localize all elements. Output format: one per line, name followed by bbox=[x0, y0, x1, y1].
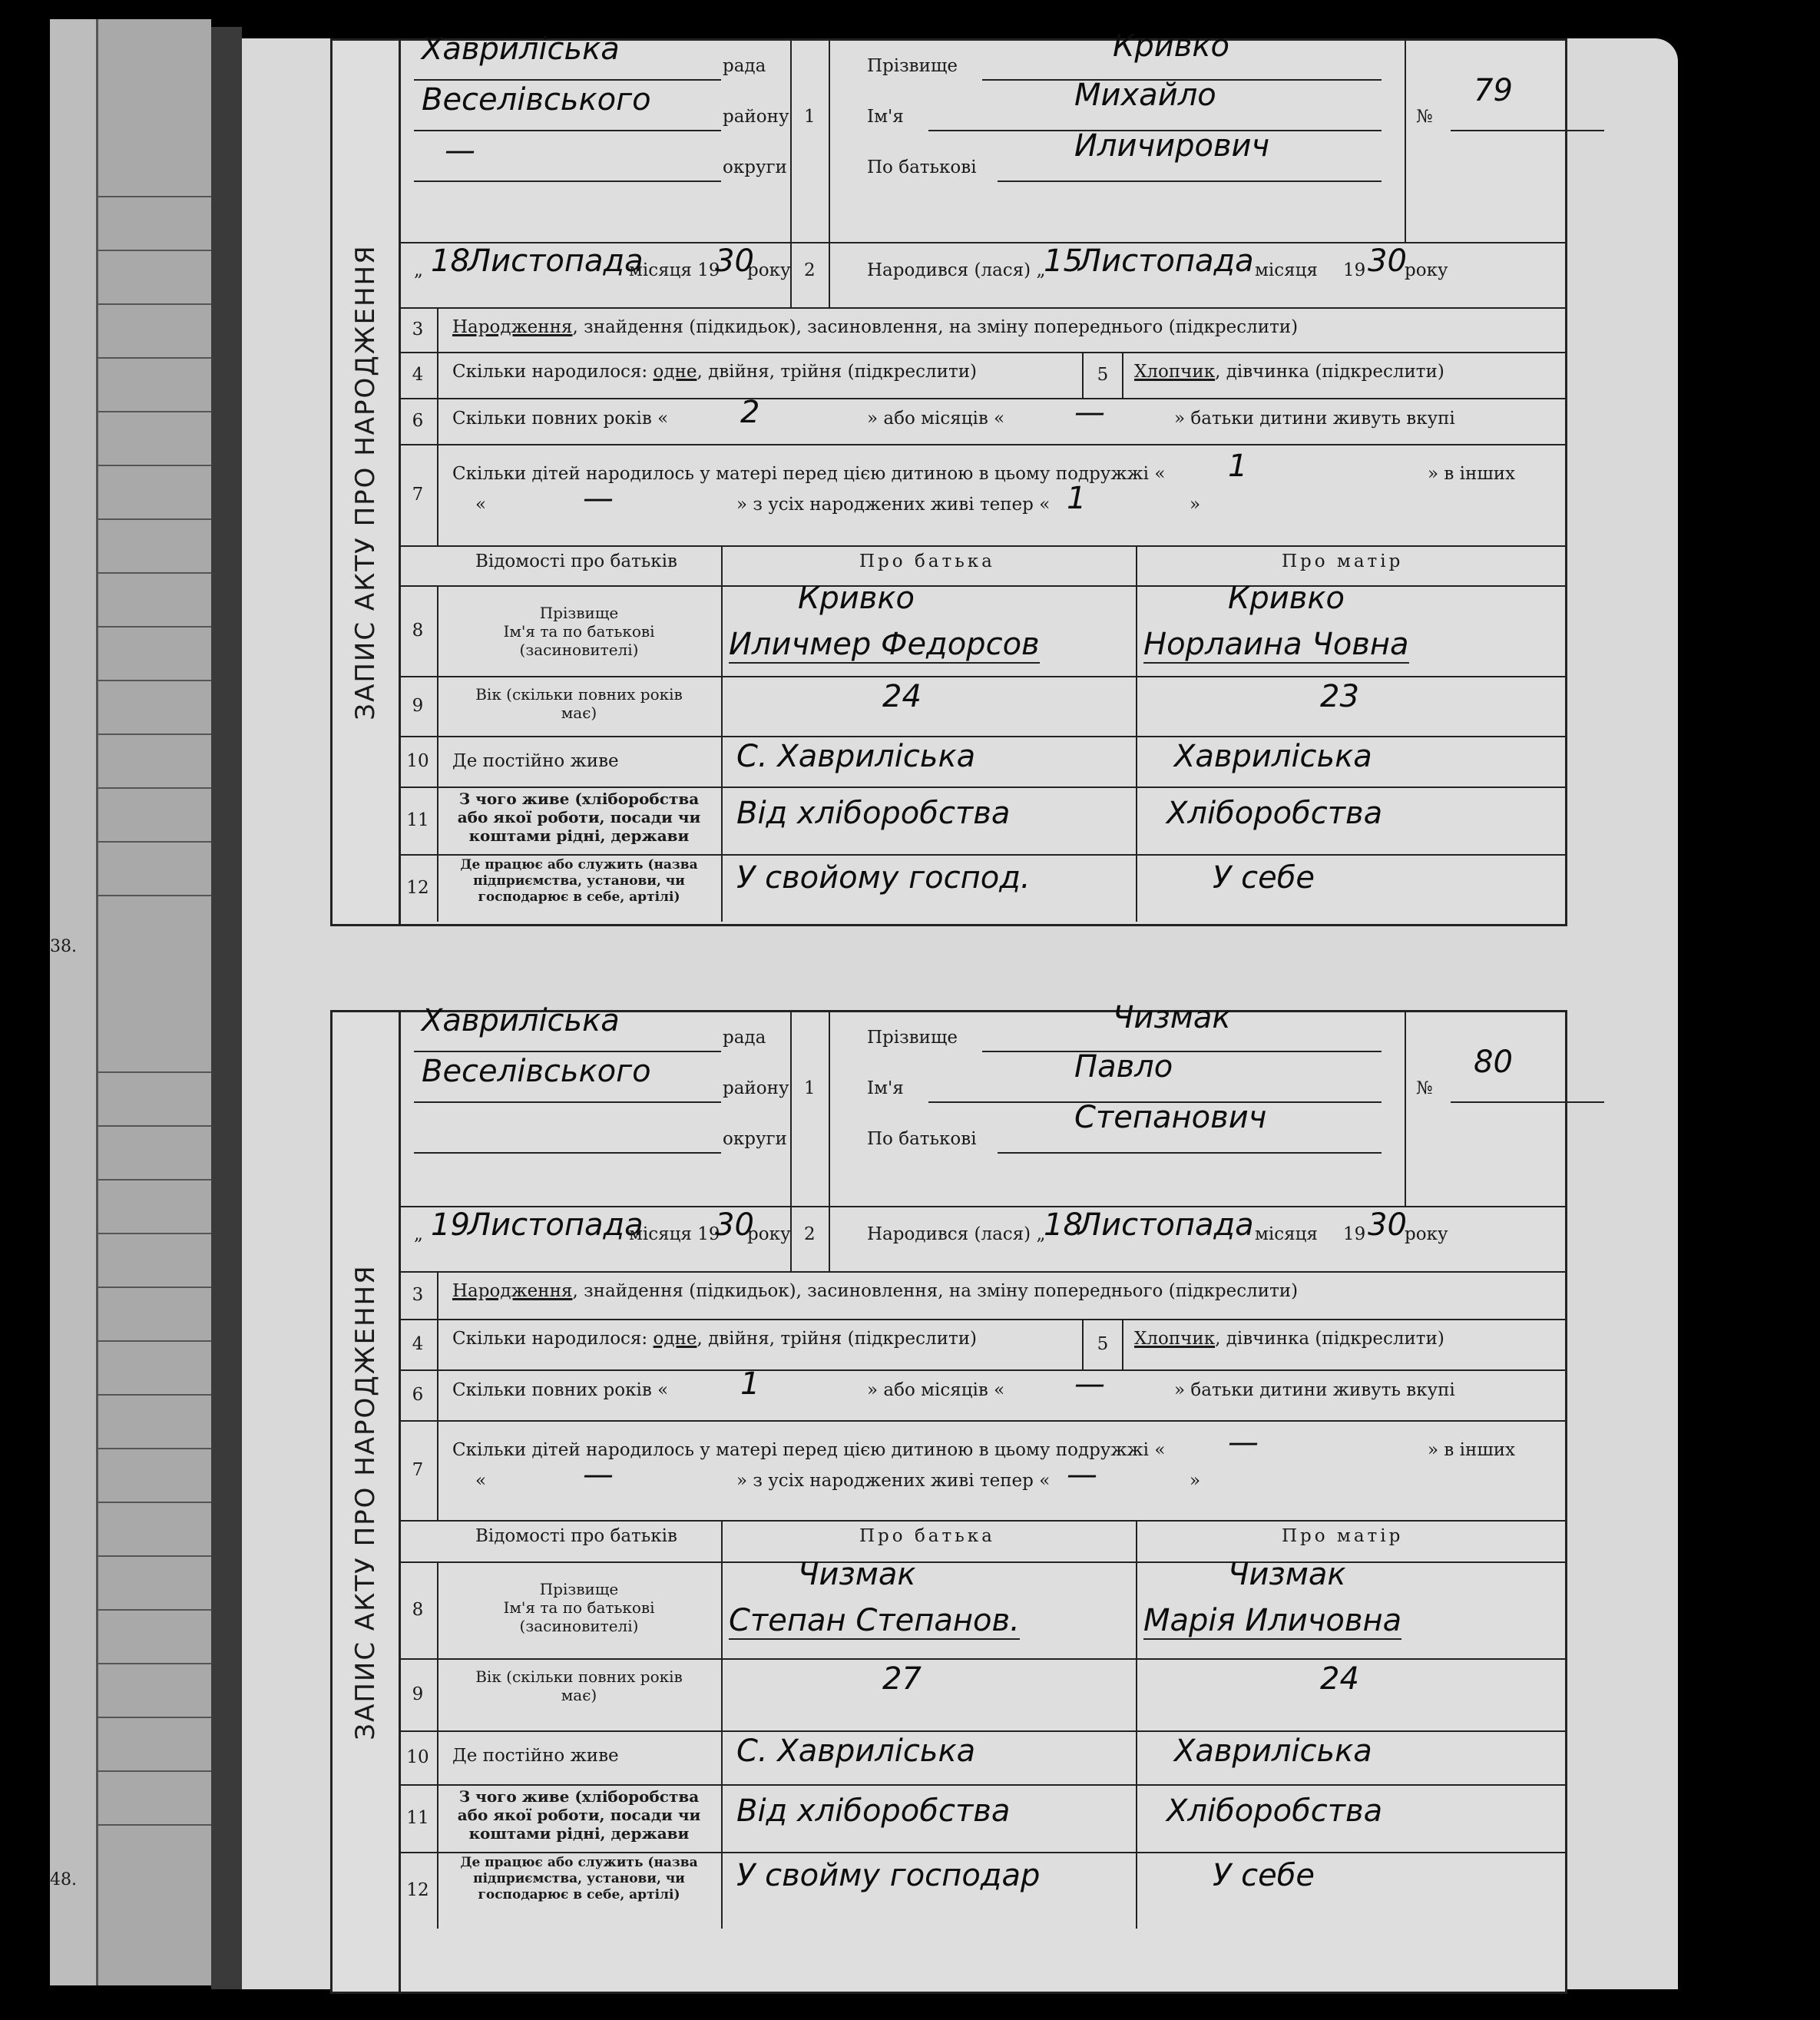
registration-year-handwritten: 30 bbox=[715, 1207, 754, 1243]
quote-open: « bbox=[475, 495, 487, 515]
column-rule bbox=[721, 676, 723, 736]
child-name-handwritten: Павло bbox=[1074, 1049, 1173, 1085]
alive-handwritten: 1 bbox=[1067, 481, 1087, 516]
birth-record-1 bbox=[330, 28, 1567, 926]
left-page-fragment bbox=[50, 19, 211, 1985]
prev-children-handwritten: 1 bbox=[1228, 449, 1248, 484]
header-block bbox=[399, 1000, 1565, 1207]
mother-income-handwritten: Хліборобства bbox=[1166, 796, 1383, 831]
number-line bbox=[1451, 130, 1604, 131]
district-line bbox=[414, 130, 721, 131]
rayon-label: району bbox=[723, 107, 789, 127]
ruling-line bbox=[96, 1071, 211, 1073]
ruling-line bbox=[96, 572, 211, 574]
ruling-line bbox=[96, 626, 211, 628]
column-rule bbox=[790, 41, 792, 242]
row-number: 3 bbox=[399, 307, 438, 352]
parent-income-label: З чого живе (хліборобства або якої роботи, посади чи коштами рідні, держави bbox=[457, 1787, 701, 1843]
surname-line bbox=[982, 1051, 1382, 1052]
ruling-line bbox=[96, 1824, 211, 1826]
child-patronymic-handwritten: Степанович bbox=[1074, 1100, 1267, 1135]
alive-label: » з усіх народжених живі тепер « bbox=[736, 1471, 1051, 1491]
column-rule bbox=[721, 545, 723, 585]
birth-day-handwritten: 15 bbox=[1044, 243, 1083, 279]
mother-header: Про матір bbox=[1282, 551, 1404, 571]
mother-age-handwritten: 24 bbox=[1320, 1661, 1359, 1697]
ruling-line bbox=[96, 1502, 211, 1503]
father-residence-handwritten: С. Хавриліська bbox=[736, 1734, 976, 1769]
patronymic-line bbox=[998, 180, 1382, 182]
quote-mark: „ bbox=[414, 260, 423, 280]
district-handwritten: Веселівського bbox=[422, 1054, 651, 1089]
child-patronymic-handwritten: Иличирович bbox=[1074, 128, 1270, 164]
column-rule bbox=[829, 1206, 830, 1271]
village-handwritten: Хавриліська bbox=[422, 1003, 620, 1038]
registration-year-handwritten: 30 bbox=[715, 243, 754, 279]
column-rule bbox=[721, 1561, 723, 1658]
parent-income-label: З чого живе (хліборобства або якої роботи, посади чи коштами рідні, держави bbox=[457, 790, 701, 845]
ruling-line bbox=[96, 357, 211, 359]
event-birth-underlined: Народження bbox=[452, 317, 573, 337]
event-type-row bbox=[399, 1271, 1565, 1320]
column-rule bbox=[721, 1784, 723, 1852]
header-block bbox=[399, 28, 1565, 243]
registration-day-handwritten: 19 bbox=[431, 1207, 470, 1243]
record-form bbox=[399, 1000, 1565, 1992]
column-rule bbox=[721, 786, 723, 854]
ruling-line bbox=[96, 895, 211, 896]
rada-label: рада bbox=[723, 56, 766, 76]
registration-day-handwritten: 18 bbox=[431, 243, 470, 279]
parent-name-row bbox=[399, 581, 1565, 677]
ruling-line bbox=[96, 680, 211, 681]
parent-residence-label: Де постійно живе bbox=[452, 1746, 619, 1766]
mother-age-handwritten: 23 bbox=[1320, 679, 1359, 714]
parents-header-row bbox=[399, 545, 1565, 587]
birth-day-handwritten: 18 bbox=[1044, 1207, 1083, 1243]
sex-options: , дівчинка (підкреслити) bbox=[1215, 1329, 1444, 1349]
okrug-line bbox=[414, 1152, 721, 1154]
mother-residence-handwritten: Хавриліська bbox=[1174, 1734, 1372, 1769]
row-number: 11 bbox=[399, 786, 438, 854]
record-side-title: ЗАПИС АКТУ ПРО НАРОДЖЕННЯ bbox=[350, 244, 381, 720]
ruling-line bbox=[96, 411, 211, 412]
quote-mark: „ bbox=[414, 1224, 423, 1244]
left-page-mark: 38. bbox=[50, 937, 77, 956]
alive-handwritten: — bbox=[1067, 1457, 1097, 1492]
alive-label: » з усіх народжених живі тепер « bbox=[736, 495, 1051, 515]
parents-info-header: Відомості про батьків bbox=[475, 1526, 677, 1546]
registration-month-handwritten: Листопада bbox=[468, 1207, 644, 1243]
father-income-handwritten: Від хліборобства bbox=[736, 1793, 1011, 1829]
father-surname-handwritten: Чизмак bbox=[798, 1557, 916, 1592]
years-label: Скільки повних років « bbox=[452, 1380, 669, 1400]
sex-boy-underlined: Хлопчик bbox=[1134, 1329, 1216, 1349]
father-name-handwritten: Степан Степанов. bbox=[729, 1603, 1020, 1638]
years-together-handwritten: 2 bbox=[740, 395, 760, 430]
parent-name-label: Прізвище Ім'я та по батькові (засиновителі) bbox=[503, 604, 655, 659]
district-line bbox=[414, 1101, 721, 1103]
patronymic-label: По батькові bbox=[867, 1129, 977, 1149]
children-count-options: , двійня, трійня (підкреслити) bbox=[697, 362, 977, 382]
row-number: 5 bbox=[1082, 352, 1123, 398]
parent-work-row bbox=[399, 1852, 1565, 1929]
okrug-label: округи bbox=[723, 157, 787, 177]
parent-age-row bbox=[399, 676, 1565, 737]
ruling-line bbox=[96, 1663, 211, 1664]
date-row bbox=[399, 242, 1565, 309]
ruling-line bbox=[96, 733, 211, 735]
mother-name-handwritten: Норлаина Човна bbox=[1143, 627, 1409, 662]
marriage-duration-row bbox=[399, 1366, 1565, 1422]
column-rule bbox=[1136, 1520, 1137, 1561]
sex-text bbox=[1134, 362, 1444, 382]
registration-month-label: місяця 19 bbox=[629, 260, 720, 280]
row-number: 3 bbox=[399, 1271, 438, 1319]
birth-record-2 bbox=[330, 1000, 1567, 1994]
father-name-handwritten: Иличмер Федорсов bbox=[729, 627, 1040, 662]
register-page bbox=[242, 28, 1678, 1989]
okrug-label: округи bbox=[723, 1129, 787, 1149]
ruling-line bbox=[96, 196, 211, 197]
parents-info-header: Відомості про батьків bbox=[475, 551, 677, 571]
ruling-line bbox=[96, 465, 211, 466]
months-label: » або місяців « bbox=[867, 409, 1005, 429]
birth-year-label: року bbox=[1405, 260, 1448, 280]
quote-open: « bbox=[475, 1471, 487, 1491]
quote-close: » bbox=[1190, 495, 1201, 515]
parent-work-label: Де працює або служить (назва підприємства, установи, чи господарює в себе, артілі) bbox=[460, 857, 698, 905]
ruling-line bbox=[96, 1448, 211, 1449]
event-type-row bbox=[399, 307, 1565, 353]
row-number: 12 bbox=[399, 1852, 438, 1929]
parent-name-label: Прізвище Ім'я та по батькові (засиновителі) bbox=[503, 1580, 655, 1635]
village-line bbox=[414, 79, 721, 81]
row-number: 6 bbox=[399, 1369, 438, 1420]
event-type-text bbox=[452, 1281, 1298, 1301]
column-rule bbox=[1136, 676, 1137, 736]
column-rule bbox=[1136, 585, 1137, 676]
event-birth-underlined: Народження bbox=[452, 1281, 573, 1301]
previous-children-row bbox=[399, 1420, 1565, 1522]
column-rule bbox=[1136, 736, 1137, 786]
parent-work-label: Де працює або служить (назва підприємства, установи, чи господарює в себе, артілі) bbox=[460, 1855, 698, 1902]
mother-income-handwritten: Хліборобства bbox=[1166, 1793, 1383, 1829]
event-type-options: , знайдення (підкидьок), засиновлення, на зміну попереднього (підкреслити) bbox=[572, 317, 1299, 337]
number-line bbox=[1451, 1101, 1604, 1103]
count-sex-row bbox=[399, 1319, 1565, 1371]
column-rule bbox=[1136, 1730, 1137, 1784]
column-rule bbox=[829, 41, 830, 242]
row-number: 8 bbox=[399, 585, 438, 676]
row-number: 10 bbox=[399, 1730, 438, 1784]
village-line bbox=[414, 1051, 721, 1052]
other-children-handwritten: — bbox=[583, 481, 614, 516]
born-label: Народився (лася) „ bbox=[867, 260, 1046, 280]
village-handwritten: Хавриліська bbox=[422, 31, 620, 67]
other-marriages-label: » в інших bbox=[1428, 464, 1516, 484]
number-sign: № bbox=[1416, 107, 1433, 127]
record-number-handwritten: 80 bbox=[1474, 1045, 1513, 1080]
children-count-underlined: одне bbox=[653, 362, 697, 382]
birth-month-handwritten: Листопада bbox=[1078, 243, 1254, 279]
name-label: Ім'я bbox=[867, 107, 904, 127]
children-count-label: Скільки народилося: bbox=[452, 1329, 654, 1349]
other-children-handwritten: — bbox=[583, 1457, 614, 1492]
date-row bbox=[399, 1206, 1565, 1273]
birth-month-handwritten: Листопада bbox=[1078, 1207, 1254, 1243]
column-rule bbox=[1136, 1784, 1137, 1852]
patronymic-label: По батькові bbox=[867, 157, 977, 177]
father-age-handwritten: 24 bbox=[882, 679, 922, 714]
mother-surname-handwritten: Кривко bbox=[1228, 581, 1345, 616]
ruling-line bbox=[96, 250, 211, 251]
ruling-line bbox=[96, 1770, 211, 1772]
row-number: 2 bbox=[804, 260, 816, 280]
months-label: » або місяців « bbox=[867, 1380, 1005, 1400]
months-together-handwritten: — bbox=[1074, 1366, 1105, 1402]
column-rule bbox=[829, 1012, 830, 1206]
column-rule bbox=[721, 1658, 723, 1730]
birth-month-label: місяця bbox=[1255, 260, 1318, 280]
born-label: Народився (лася) „ bbox=[867, 1224, 1046, 1244]
column-rule bbox=[1136, 786, 1137, 854]
district-handwritten: Веселівського bbox=[422, 82, 651, 118]
ruling-line bbox=[96, 787, 211, 789]
ruling-line bbox=[96, 1125, 211, 1127]
column-rule bbox=[1136, 1852, 1137, 1929]
event-type-text bbox=[452, 317, 1298, 337]
column-rule bbox=[829, 242, 830, 307]
father-surname-handwritten: Кривко bbox=[798, 581, 915, 616]
column-rule bbox=[721, 736, 723, 786]
ruling-line bbox=[96, 1555, 211, 1557]
column-rule bbox=[721, 585, 723, 676]
registration-year-label: року bbox=[747, 260, 791, 280]
column-rule bbox=[721, 1520, 723, 1561]
record-side-title-column bbox=[333, 41, 401, 924]
number-sign: № bbox=[1416, 1078, 1433, 1098]
patronymic-line bbox=[998, 1152, 1382, 1154]
row-number: 4 bbox=[399, 1319, 438, 1369]
row-number: 9 bbox=[399, 676, 438, 736]
column-rule bbox=[721, 1852, 723, 1929]
registration-month-handwritten: Листопада bbox=[468, 243, 644, 279]
children-count-label: Скільки народилося: bbox=[452, 362, 654, 382]
years-label: Скільки повних років « bbox=[452, 409, 669, 429]
column-rule bbox=[721, 854, 723, 922]
ruling-line bbox=[96, 841, 211, 843]
row-number: 6 bbox=[399, 398, 438, 444]
column-rule bbox=[1136, 854, 1137, 922]
registration-year-label: року bbox=[747, 1224, 791, 1244]
row-number: 7 bbox=[399, 444, 438, 545]
father-residence-handwritten: С. Хавриліська bbox=[736, 739, 976, 774]
children-count-underlined: одне bbox=[653, 1329, 697, 1349]
birth-year-handwritten: 30 bbox=[1368, 1207, 1407, 1243]
together-label: » батьки дитини живуть вкупі bbox=[1174, 409, 1455, 429]
column-rule bbox=[721, 1730, 723, 1784]
okrug-handwritten: — bbox=[445, 133, 475, 168]
row-number: 5 bbox=[1082, 1319, 1123, 1369]
row-number: 12 bbox=[399, 854, 438, 922]
prev-children-label: Скільки дітей народилось у матері перед цією дитиною в цьому подружжі « bbox=[452, 1440, 1166, 1460]
birth-year-prefix: 19 bbox=[1343, 1224, 1366, 1244]
registration-month-label: місяця 19 bbox=[629, 1224, 720, 1244]
father-work-handwritten: У свойому господ. bbox=[736, 860, 1031, 896]
okrug-line bbox=[414, 180, 721, 182]
row-number: 8 bbox=[399, 1561, 438, 1658]
row-number: 2 bbox=[804, 1224, 816, 1244]
mother-work-handwritten: У себе bbox=[1213, 1858, 1315, 1893]
row-number: 4 bbox=[399, 352, 438, 398]
quote-close: » bbox=[1190, 1471, 1201, 1491]
column-rule bbox=[1136, 1561, 1137, 1658]
row-number: 7 bbox=[399, 1420, 438, 1520]
months-together-handwritten: — bbox=[1074, 395, 1105, 430]
children-count-text bbox=[452, 362, 977, 382]
birth-year-prefix: 19 bbox=[1343, 260, 1366, 280]
mother-surname-handwritten: Чизмак bbox=[1228, 1557, 1346, 1592]
ruling-line bbox=[96, 518, 211, 520]
parent-residence-row bbox=[399, 736, 1565, 788]
birth-month-label: місяця bbox=[1255, 1224, 1318, 1244]
count-sex-row bbox=[399, 352, 1565, 399]
row-number: 11 bbox=[399, 1784, 438, 1852]
record-side-title: ЗАПИС АКТУ ПРО НАРОДЖЕННЯ bbox=[350, 1263, 381, 1740]
marriage-duration-row bbox=[399, 395, 1565, 445]
children-count-text bbox=[452, 1329, 977, 1349]
parent-income-row bbox=[399, 786, 1565, 856]
father-income-handwritten: Від хліборобства bbox=[736, 796, 1011, 831]
sex-text bbox=[1134, 1329, 1444, 1349]
prev-children-label: Скільки дітей народилось у матері перед цією дитиною в цьому подружжі « bbox=[452, 464, 1166, 484]
left-page-strip bbox=[50, 19, 98, 1985]
child-surname-handwritten: Кривко bbox=[1113, 28, 1229, 64]
parent-residence-label: Де постійно живе bbox=[452, 751, 619, 771]
sex-boy-underlined: Хлопчик bbox=[1134, 362, 1216, 382]
column-rule bbox=[1405, 41, 1406, 242]
record-side-title-column bbox=[333, 1012, 401, 1992]
column-rule bbox=[1136, 1658, 1137, 1730]
previous-children-row bbox=[399, 444, 1565, 547]
ruling-line bbox=[96, 1340, 211, 1342]
father-age-handwritten: 27 bbox=[882, 1661, 922, 1697]
record-form bbox=[399, 28, 1565, 924]
parent-residence-row bbox=[399, 1730, 1565, 1786]
ruling-line bbox=[96, 1287, 211, 1288]
row-number: 1 bbox=[804, 1078, 816, 1098]
years-together-handwritten: 1 bbox=[740, 1366, 760, 1402]
ruling-line bbox=[96, 303, 211, 305]
row-number: 10 bbox=[399, 736, 438, 786]
parent-income-row bbox=[399, 1784, 1565, 1853]
parents-header-row bbox=[399, 1520, 1565, 1563]
column-rule bbox=[1405, 1012, 1406, 1206]
parent-age-label: Вік (скільки повних років має) bbox=[475, 685, 683, 722]
mother-work-handwritten: У себе bbox=[1213, 860, 1315, 896]
column-rule bbox=[790, 1012, 792, 1206]
rayon-label: району bbox=[723, 1078, 789, 1098]
children-count-options: , двійня, трійня (підкреслити) bbox=[697, 1329, 977, 1349]
ruling-line bbox=[96, 1233, 211, 1234]
book-gutter bbox=[211, 27, 242, 1989]
ruling-line bbox=[96, 1179, 211, 1181]
name-label: Ім'я bbox=[867, 1078, 904, 1098]
row-number: 1 bbox=[804, 107, 816, 127]
mother-name-handwritten: Марія Иличовна bbox=[1143, 1603, 1402, 1638]
father-work-handwritten: У свойму господар bbox=[736, 1858, 1041, 1893]
ruling-line bbox=[96, 1717, 211, 1718]
sex-options: , дівчинка (підкреслити) bbox=[1215, 362, 1444, 382]
father-header: Про батька bbox=[859, 1526, 995, 1546]
together-label: » батьки дитини живуть вкупі bbox=[1174, 1380, 1455, 1400]
ruling-line bbox=[96, 1609, 211, 1611]
parent-name-row bbox=[399, 1557, 1565, 1660]
child-surname-handwritten: Чизмак bbox=[1113, 1000, 1231, 1035]
mother-header: Про матір bbox=[1282, 1526, 1404, 1546]
surname-label: Прізвище bbox=[867, 1028, 958, 1048]
surname-label: Прізвище bbox=[867, 56, 958, 76]
left-page-mark: 48. bbox=[50, 1870, 77, 1889]
parent-age-row bbox=[399, 1658, 1565, 1732]
parent-work-row bbox=[399, 854, 1565, 922]
prev-children-handwritten: — bbox=[1228, 1425, 1259, 1460]
father-header: Про батька bbox=[859, 551, 995, 571]
birth-year-handwritten: 30 bbox=[1368, 243, 1407, 279]
mother-residence-handwritten: Хавриліська bbox=[1174, 739, 1372, 774]
row-number: 9 bbox=[399, 1658, 438, 1730]
event-type-options: , знайдення (підкидьок), засиновлення, на зміну попереднього (підкреслити) bbox=[572, 1281, 1299, 1301]
column-rule bbox=[1136, 545, 1137, 585]
birth-year-label: року bbox=[1405, 1224, 1448, 1244]
child-name-handwritten: Михайло bbox=[1074, 78, 1216, 113]
parent-age-label: Вік (скільки повних років має) bbox=[475, 1667, 683, 1704]
rada-label: рада bbox=[723, 1028, 766, 1048]
record-number-handwritten: 79 bbox=[1474, 73, 1513, 108]
ruling-line bbox=[96, 1394, 211, 1396]
other-marriages-label: » в інших bbox=[1428, 1440, 1516, 1460]
